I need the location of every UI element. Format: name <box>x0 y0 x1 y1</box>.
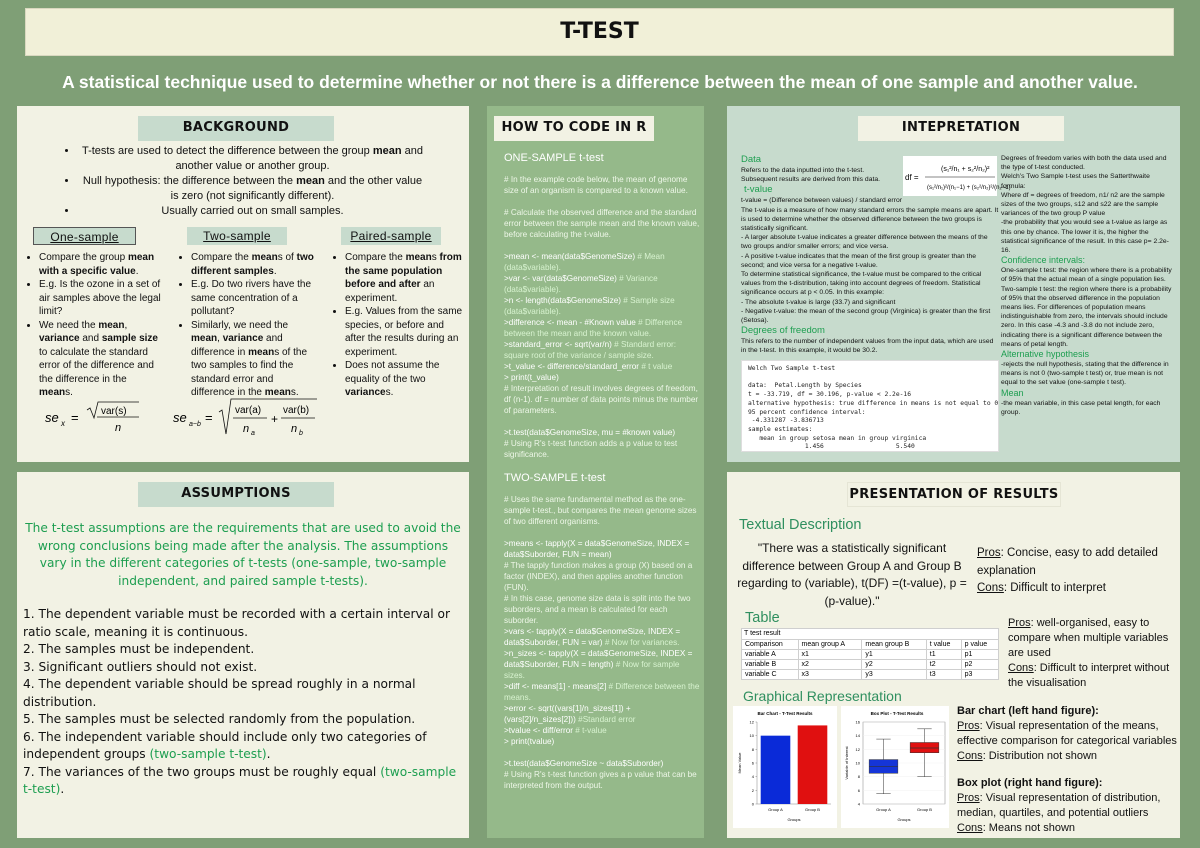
page-subtitle: A statistical technique used to determine whether or not there is a difference between the mean of one sample and another value. <box>62 72 1138 92</box>
table-cell: variable C <box>742 670 799 680</box>
code-line: >var <- var(data$GenomeSize) # Variance (data$variable). <box>504 274 658 294</box>
table-cell: x1 <box>798 650 862 660</box>
pros-label: Pros <box>977 547 1001 559</box>
table-cell: mean group A <box>798 640 862 650</box>
cons-text: : Difficult to interpret without the visualisation <box>1008 662 1170 689</box>
svg-text:=: = <box>205 410 213 425</box>
assumptions-panel <box>17 472 469 838</box>
bar-heading: Bar chart (left hand figure): <box>957 705 1099 717</box>
y-tick-label: 12 <box>855 746 860 752</box>
y-tick-label: 8 <box>857 774 860 780</box>
code-line: > print(t_value) <box>504 373 559 382</box>
cons-text: : Means not shown <box>982 822 1076 834</box>
presentation-heading: PRESENTATION OF RESULTS <box>847 482 1061 507</box>
one-sample-title: ONE-SAMPLE t-test <box>504 152 604 164</box>
svg-text:var(a): var(a) <box>235 405 262 416</box>
svg-text:n: n <box>291 423 298 435</box>
code-comment: # The tapply function makes a group (X) based on a factor (INDEX), and then applies another function (FUN). <box>504 561 693 592</box>
code-line: >vars <- tapply(X = data$GenomeSize, INDEX = data$Suborder, FUN = var) # Now for variances. <box>504 627 681 647</box>
ci-heading: Confidence intervals: <box>1001 255 1086 266</box>
list-item: • Compare the group mean with a specific value. <box>39 251 163 278</box>
list-item: • E.g. Do two rivers have the same concentration of a pollutant? <box>191 278 317 319</box>
table <box>741 639 999 680</box>
satterthwaite-formula <box>903 156 1011 196</box>
chart-proscons <box>957 704 1177 836</box>
cons-line <box>957 749 1177 764</box>
page-title: T-TEST <box>560 19 639 44</box>
cons-text: : Difficult to interpret <box>1003 582 1106 594</box>
dof-heading: Degrees of freedom <box>741 325 825 337</box>
y-tick-label: 10 <box>749 733 754 739</box>
y-tick-label: 4 <box>857 801 860 807</box>
pros-text: : Visual representation of the means, effective comparison for categorical variables <box>957 720 1177 747</box>
y-tick-label: 6 <box>751 760 754 766</box>
cons-line <box>1008 661 1176 691</box>
table-cell: t3 <box>926 670 961 680</box>
title-banner <box>25 8 1174 56</box>
table-cell: Comparison <box>742 640 799 650</box>
list-item: • Compare the means of two different samples. <box>191 251 317 278</box>
interpretation-heading: INTEPRETATION <box>858 116 1064 141</box>
assumptions-list <box>23 606 463 799</box>
list-item: • E.g. Values from the same species, or before and after the results during an experiment. <box>345 305 463 359</box>
table-cell: variable B <box>742 660 799 670</box>
cons-text: : Distribution not shown <box>982 750 1098 762</box>
x-axis-label: Groups <box>787 817 801 822</box>
pros-text: : Visual representation of distribution, median, quartiles, and potential outliers <box>957 792 1161 819</box>
two-sample-title: Two-sample <box>187 227 287 245</box>
list-item: • Similarly, we need the mean, variance and difference in means of the two samples to find the standard error and difference in the means. <box>191 319 317 400</box>
code-line: >n <- length(data$GenomeSize) # Sample size (data$variable). <box>504 296 675 316</box>
tvalue-b2: - A positive t-value indicates that the mean of the first group is greater than the second; and vice versa for a negative t-value. <box>741 252 977 269</box>
one-sample-title: One-sample <box>33 227 136 245</box>
item-note: (two-sample t-test) <box>23 764 457 796</box>
list-item: 6. The independent variable should include only two categories of independent groups (two-sample t-test). <box>23 729 427 761</box>
textual-proscons <box>977 545 1173 598</box>
table-row <box>742 670 999 680</box>
table-cell: y2 <box>862 660 926 670</box>
table-cell: p value <box>961 640 998 650</box>
cons-label: Cons <box>1008 662 1034 674</box>
svg-text:n: n <box>243 423 250 435</box>
svg-text:a−b: a−b <box>189 421 201 428</box>
bar <box>798 725 828 804</box>
assumptions-heading: ASSUMPTIONS <box>138 482 334 507</box>
list-item: 5. The samples must be selected randomly from the population. <box>23 712 416 726</box>
data-heading: Data <box>741 154 762 165</box>
pros-label: Pros <box>957 720 980 732</box>
pros-line <box>977 545 1173 580</box>
table-proscons <box>1008 616 1176 691</box>
svg-text:var(s): var(s) <box>101 406 127 417</box>
y-axis-label: Mean Value <box>737 752 742 774</box>
data-text: Refers to the data inputted into the t-test. Subsequent results are derived from this data. <box>741 167 881 184</box>
code-comment: # Using R's t-test function adds a p value to test significance. <box>504 439 678 459</box>
pros-label: Pros <box>957 792 980 804</box>
table-cell: variable A <box>742 650 799 660</box>
right-p1: Degrees of freedom varies with both the data used and the type of t-test conducted. <box>1001 155 1167 172</box>
pros-line <box>1008 616 1176 661</box>
list-item: • E.g. Is the ozone in a set of air samples above the legal limit? <box>39 278 163 319</box>
box-heading: Box plot (right hand figure): <box>957 777 1103 789</box>
code-line: >tvalue <- diff/error # t-value <box>504 726 607 735</box>
table-row <box>742 650 999 660</box>
code-line: >diff <- means[1] - means[2] # Difference between the means. <box>504 682 700 702</box>
table-cell: p3 <box>961 670 998 680</box>
code-line: >means <- tapply(X = data$GenomeSize, INDEX = data$Suborder, FUN = mean) <box>504 539 690 559</box>
code-comment: # In the example code below, the mean of genome size of an organism is compared to a known value. <box>504 175 688 195</box>
svg-text:b: b <box>299 430 303 437</box>
x-tick-label: Group B <box>805 807 820 812</box>
list-item: 7. The variances of the two groups must be roughly equal (two-sample t-test). <box>23 764 457 796</box>
cons-label: Cons <box>977 582 1004 594</box>
pros-text: : Concise, easy to add detailed explanation <box>977 547 1158 577</box>
r-output <box>741 360 999 452</box>
table-header-row <box>742 640 999 650</box>
box-plot <box>841 706 949 828</box>
table-cell: t1 <box>926 650 961 660</box>
two-sample-se-formula <box>171 396 319 440</box>
y-tick-label: 10 <box>855 760 860 766</box>
two-sample-title: TWO-SAMPLE t-test <box>504 472 606 484</box>
y-tick-label: 0 <box>751 801 754 807</box>
x-tick-label: Group B <box>917 807 932 812</box>
cons-label: Cons <box>957 822 983 834</box>
paired-sample-title: Paired-sample <box>341 227 441 245</box>
y-tick-label: 2 <box>751 787 754 793</box>
pros-label: Pros <box>1008 617 1031 629</box>
list-item: • Usually carried out on small samples. <box>78 204 427 219</box>
alt-text: -rejects the null hypothesis, stating that the difference in means is not 0 (two-sample t test) or, true mean is not equal to the set value (one-sample t test). <box>1001 361 1169 387</box>
right-p3: Where df = degrees of freedom, n1/ n2 are the sample sizes of the two groups, s12 and s22 are the sample variances of the two group P value <box>1001 191 1165 218</box>
box-plot-svg <box>841 706 949 828</box>
tvalue-b4: - Negative t-value: the mean of the second group (Virginica) is greater than the first (Setosa). <box>741 307 991 325</box>
code-line: >n_sizes <- tapply(X = data$GenomeSize, INDEX = data$Suborder, FUN = length) # Now for sample sizes. <box>504 649 693 680</box>
pros-text: : well-organised, easy to compare when multiple variables are used <box>1008 617 1169 659</box>
background-panel <box>17 106 469 462</box>
tvalue-b1: - A larger absolute t-value indicates a greater difference between the means of the two groups and/or smaller errors; and vice versa. <box>741 234 988 251</box>
svg-text:=: = <box>71 410 79 425</box>
interpretation-panel <box>727 106 1180 462</box>
x-tick-label: Group A <box>768 807 783 812</box>
table-cell: t value <box>926 640 961 650</box>
bar-chart <box>733 706 837 828</box>
table-caption: T test result <box>741 628 999 639</box>
paired-sample-list <box>329 251 463 400</box>
code-line: >standard_error <- sqrt(var/n) # Standard error: square root of the variance / sample size. <box>504 340 677 360</box>
pros-line <box>957 791 1177 821</box>
code-line: >difference <- mean - #Known value # Difference between the mean and the known value. <box>504 318 683 338</box>
table-cell: x3 <box>798 670 862 680</box>
y-tick-label: 8 <box>751 746 754 752</box>
code-line: >mean <- mean(data$GenomeSize) # Mean (data$variable). <box>504 252 665 272</box>
dof-text: This refers to the number of independent values from the input data, which are used in the t-test. In this example, it would be 30.2. <box>741 338 994 355</box>
list-item: 4. The dependent variable should be spread roughly in a normal distribution. <box>23 677 416 709</box>
background-bullets <box>62 144 427 219</box>
table-cell: mean group B <box>862 640 926 650</box>
mean-text: -the mean variable, in this case petal length, for each group. <box>1001 399 1161 416</box>
table-heading: Table <box>745 610 780 626</box>
svg-text:+: + <box>271 412 279 426</box>
y-tick-label: 6 <box>857 787 860 793</box>
two-sample-list <box>175 251 317 400</box>
tvalue-heading: t-value <box>744 184 773 196</box>
list-item: • Does not assume the equality of the two variances. <box>345 359 463 400</box>
list-item: • Null hypothesis: the difference between the mean and the other value is zero (not significantly different). <box>78 174 427 204</box>
svg-text:(s₁²/n₁ + s₂²/n₂)²: (s₁²/n₁ + s₂²/n₂)² <box>941 166 990 173</box>
svg-text:a: a <box>251 430 255 437</box>
cons-line <box>957 821 1177 836</box>
interp-right <box>1001 154 1175 417</box>
textual-quote: "There was a statistically significant difference between Group A and Group B regarding to (variable), t(DF) =(t-value), p = (p-value)." <box>737 541 967 608</box>
y-tick-label: 12 <box>749 719 754 725</box>
bar <box>761 736 791 804</box>
svg-text:(s₁²/n₁)²/(n₁−1) + (s₂²/n₂)²/(: (s₁²/n₁)²/(n₁−1) + (s₂²/n₂)²/(n₂−1) <box>927 185 1011 191</box>
y-tick-label: 4 <box>751 774 754 780</box>
x-tick-label: Group A <box>876 807 891 812</box>
chart-title: Bar Chart - T-Test Results <box>757 711 813 716</box>
one-sample-list <box>23 251 163 400</box>
table-cell: p2 <box>961 660 998 670</box>
x-axis-label: Groups <box>897 817 911 822</box>
svg-text:n: n <box>115 422 122 434</box>
svg-text:var(b): var(b) <box>283 405 310 416</box>
table-cell: t2 <box>926 660 961 670</box>
bar-chart-svg <box>733 706 837 828</box>
code-line: >t_value <- difference/standard_error # t value <box>504 362 673 371</box>
code-line: >error <- sqrt((vars[1]/n_sizes[1]) + (vars[2]/n_sizes[2])) #Standard error <box>504 704 636 724</box>
table-cell: p1 <box>961 650 998 660</box>
presentation-panel <box>727 472 1180 838</box>
table-cell: y1 <box>862 650 926 660</box>
svg-text:se: se <box>45 410 59 425</box>
y-tick-label: 16 <box>855 719 860 725</box>
pros-line <box>957 719 1177 749</box>
tvalue-formula: t-value = (Difference between values) / standard error <box>741 197 903 205</box>
mean-heading: Mean <box>1001 387 1024 398</box>
list-item: • We need the mean, variance and sample size to calculate the standard error of the difference and the difference in the means. <box>39 319 163 400</box>
list-item: • T-tests are used to detect the difference between the group mean and another value or another group. <box>78 144 427 174</box>
r-output-text: Welch Two Sample t-test data: Petal.Length by Species t = -33.719, df = 30.196, p-value < 2.2e-16 alternative hypothesis: true difference in means is not equal to 0 95 percent confidence interval: -4.331287 -3.836713 sample estimates: mean in group setosa mean in group virginica 1.456 5.540 <box>748 365 999 451</box>
table-cell: y3 <box>862 670 926 680</box>
right-p4: -the probability that you would see a t-value as large as this one by chance. The lower it is, the higher the statistical significance of the result. In this case p= 2.2e-16. <box>1001 219 1169 255</box>
cons-label: Cons <box>957 750 983 762</box>
alt-heading: Alternative hypothesis <box>1001 349 1090 360</box>
item-text: 6. The independent variable should include only two categories of independent groups <box>23 729 427 761</box>
tvalue-b3: - The absolute t-value is large (33.7) and significant <box>741 298 896 306</box>
table-cell: x2 <box>798 660 862 670</box>
svg-text:x: x <box>61 419 65 428</box>
one-sample-se-formula <box>41 398 151 438</box>
table-row <box>742 660 999 670</box>
list-item: • Compare the means from the same population before and after an experiment. <box>345 251 463 305</box>
svg-text:se: se <box>173 410 187 425</box>
code-line: >t.test(data$GenomeSize, mu = #known value) <box>504 428 676 437</box>
list-item: 3. Significant outliers should not exist. <box>23 659 258 674</box>
y-axis-label: Variable of Interest <box>844 746 849 780</box>
background-heading: BACKGROUND <box>138 116 334 141</box>
assumptions-intro: The t-test assumptions are the requirements that are used to avoid the wrong conclusions being made after the analysis. The assumptions vary in the different categories of t-tests (one-sample, two-sample independent, and paired sample t-tests). <box>25 521 461 588</box>
graph-heading: Graphical Representation <box>743 688 902 704</box>
cons-line <box>977 580 1173 598</box>
item-note: (two-sample t-test) <box>149 747 267 761</box>
code-comment: # Uses the same fundamental method as the one-sample t-test., but compares the mean genome sizes of two different organisms. <box>504 495 697 526</box>
chart-title: Box Plot - T-Test Results <box>870 711 924 716</box>
code-comment: # Interpretation of result involves degrees of freedom, df (n-1). df = number of data points minus the number of parameters. <box>504 384 699 415</box>
right-p2: Welch’s Two Sample t-test uses the Satterthwaite formula: <box>1001 173 1150 190</box>
code-panel <box>487 106 704 838</box>
textual-heading: Textual Description <box>739 517 862 533</box>
code-comment: # Calculate the observed difference and the standard error between the sample mean and the known value, before calculating the t-value. <box>504 208 700 239</box>
svg-text:df =: df = <box>905 173 919 182</box>
code-comment: # In this case, genome size data is split into the two suborders, and a mean is calculated for each suborder. <box>504 594 691 625</box>
ci-text: One-sample t test: the region where there is a probability of 95% that the actual mean of a single population lies. Two-sample t test: the region where there is a probability of 95% that the observed difference in the population means lies. For differences of population means indistinguishable from zero, the intervals should include zero. In this case -4.3 and -3.8 do not include zero, indicating there is a significant difference between the means of petal length. <box>1001 267 1172 348</box>
list-item: 1. The dependent variable must be recorded with a certain interval or ratio scale, meaning it is continuous. <box>23 607 450 639</box>
list-item: 2. The samples must be independent. <box>23 642 255 656</box>
code-comment: # Using R's t-test function gives a p value that can be interpreted from the output. <box>504 770 697 790</box>
tvalue-p2: To determine statistical significance, the t-value must be compared to the critical values from the t-distribution, taking into account degrees of freedom. Statistical significance occurs at p < 0.05. In this example: <box>741 271 982 297</box>
code-line: > print(tvalue) <box>504 737 555 746</box>
code-block <box>504 150 700 791</box>
code-heading: HOW TO CODE IN R <box>494 116 654 141</box>
results-table <box>741 628 999 680</box>
tvalue-text: The t-value is a measure of how many standard errors the sample means are apart. It is used to determine whether the observed difference between the two groups is statistically significant. <box>741 206 999 233</box>
item-text: 7. The variances of the two groups must be roughly equal <box>23 764 377 779</box>
code-line: >t.test(data$GenomeSize ~ data$Suborder) <box>504 759 664 768</box>
y-tick-label: 14 <box>855 733 860 739</box>
